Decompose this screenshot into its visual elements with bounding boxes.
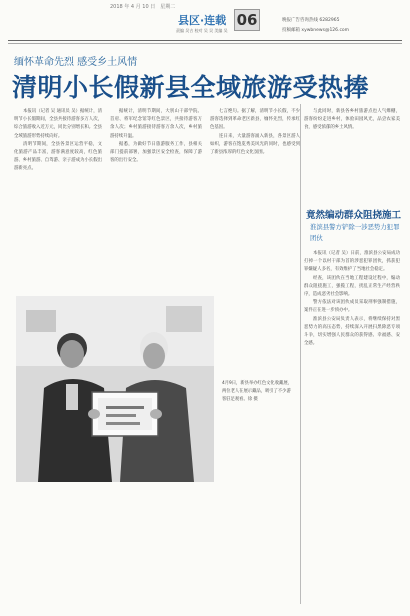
lead-column-3	[210, 108, 300, 290]
side-story-subtitle: 淮滨县警方铲除一涉恶势力犯罪团伙	[310, 223, 400, 242]
lead-column-4	[304, 108, 400, 178]
paragraph: 经查，该团伙在当地工程建设过程中，煽动群众阻挠施工，强揽工程，扰乱正常生产经营秩序，造成恶劣社会影响。	[304, 275, 400, 298]
paragraph: 清明节期间，全县各景区运营平稳，文化旅游产品丰富，游客满意度较高，红色旅游、乡村旅游、自驾游、亲子游成为小长假出游新亮点。	[14, 141, 102, 172]
submission-email: 投稿邮箱 xywbnews@126.com	[282, 28, 350, 33]
side-story-title: 竟然编动群众阻挠施工	[306, 210, 402, 221]
header-rule	[8, 40, 402, 41]
paragraph: 连日来，大量游客涌入新县，各景区游人如织，游客在饱览秀美风光的同时，也感受到了新县浓厚的红色文化氛围。	[210, 133, 300, 156]
side-story-body	[304, 250, 400, 590]
lead-headline: 清明小长假新县全域旅游受热捧	[12, 73, 370, 102]
paragraph: 七言绝句。据了解，清明节小长假，不少游客选择到革命老区新县，缅怀先烈，传承红色基因。	[210, 109, 300, 131]
lead-column-2	[110, 108, 202, 286]
paragraph: 淮滨县公安局负责人表示，将继续保持对黑恶势力的高压态势，持续深入开展扫黑除恶专项斗争，切实增强人民群众的获得感、幸福感、安全感。	[304, 316, 400, 347]
paragraph: 本报讯（记者 吴）日前，淮滨县公安局成功打掉一个以村干部为首的涉恶犯罪团伙，抓获犯罪嫌疑人多名，有效维护了当地社会稳定。	[304, 251, 400, 273]
section-number: 06	[234, 9, 260, 31]
paragraph: 据悉，为做好节日旅游服务工作，县相关部门提前部署，加强景区安全检查，保障了游客的出行安全。	[110, 141, 202, 164]
paragraph: 与此同时，新县各乡村旅游点也人气爆棚，游客纷纷走进乡村，体验田园风光，品尝农家美食，感受浓郁的乡土风情。	[304, 109, 400, 131]
section-tag: 县区·连载	[178, 14, 227, 27]
paragraph: 本报讯（记者 吴 通讯员 吴）据统计，清明节小长假期间，全县共接待游客多万人次，综合旅游收入近万元，同比分别增长和。全县全域旅游形势持续向好。	[14, 109, 102, 139]
lead-kicker: 缅怀革命先烈 感受乡土风情	[14, 57, 138, 68]
paragraph: 警方依法对该团伙成员采取刑事强制措施，案件正在进一步侦办中。	[304, 300, 400, 314]
lead-column-1	[14, 108, 102, 286]
news-photo	[16, 296, 214, 482]
section-editors: 责编 吴吉 校对 吴 吴 美编 吴	[176, 28, 228, 33]
header-rule-thin	[8, 43, 402, 44]
photo-caption: 4月9日，新县举办红色文化收藏展，两位老人在展示藏品，吸引了不少游客驻足观看。徐 摄	[222, 381, 292, 402]
column-divider	[300, 104, 301, 604]
ad-hotline: 晚报广告咨询热线 6282965	[282, 18, 340, 23]
paragraph: 据统计，清明节期间，大别山干部学院、首府、将军纪念馆等红色景区，共接待游客万余人次；乡村旅游接待游客万余人次，乡村旅游持续升温。	[110, 109, 202, 139]
issue-date: 2018 年 4 月 10 日 星期二	[110, 4, 176, 10]
